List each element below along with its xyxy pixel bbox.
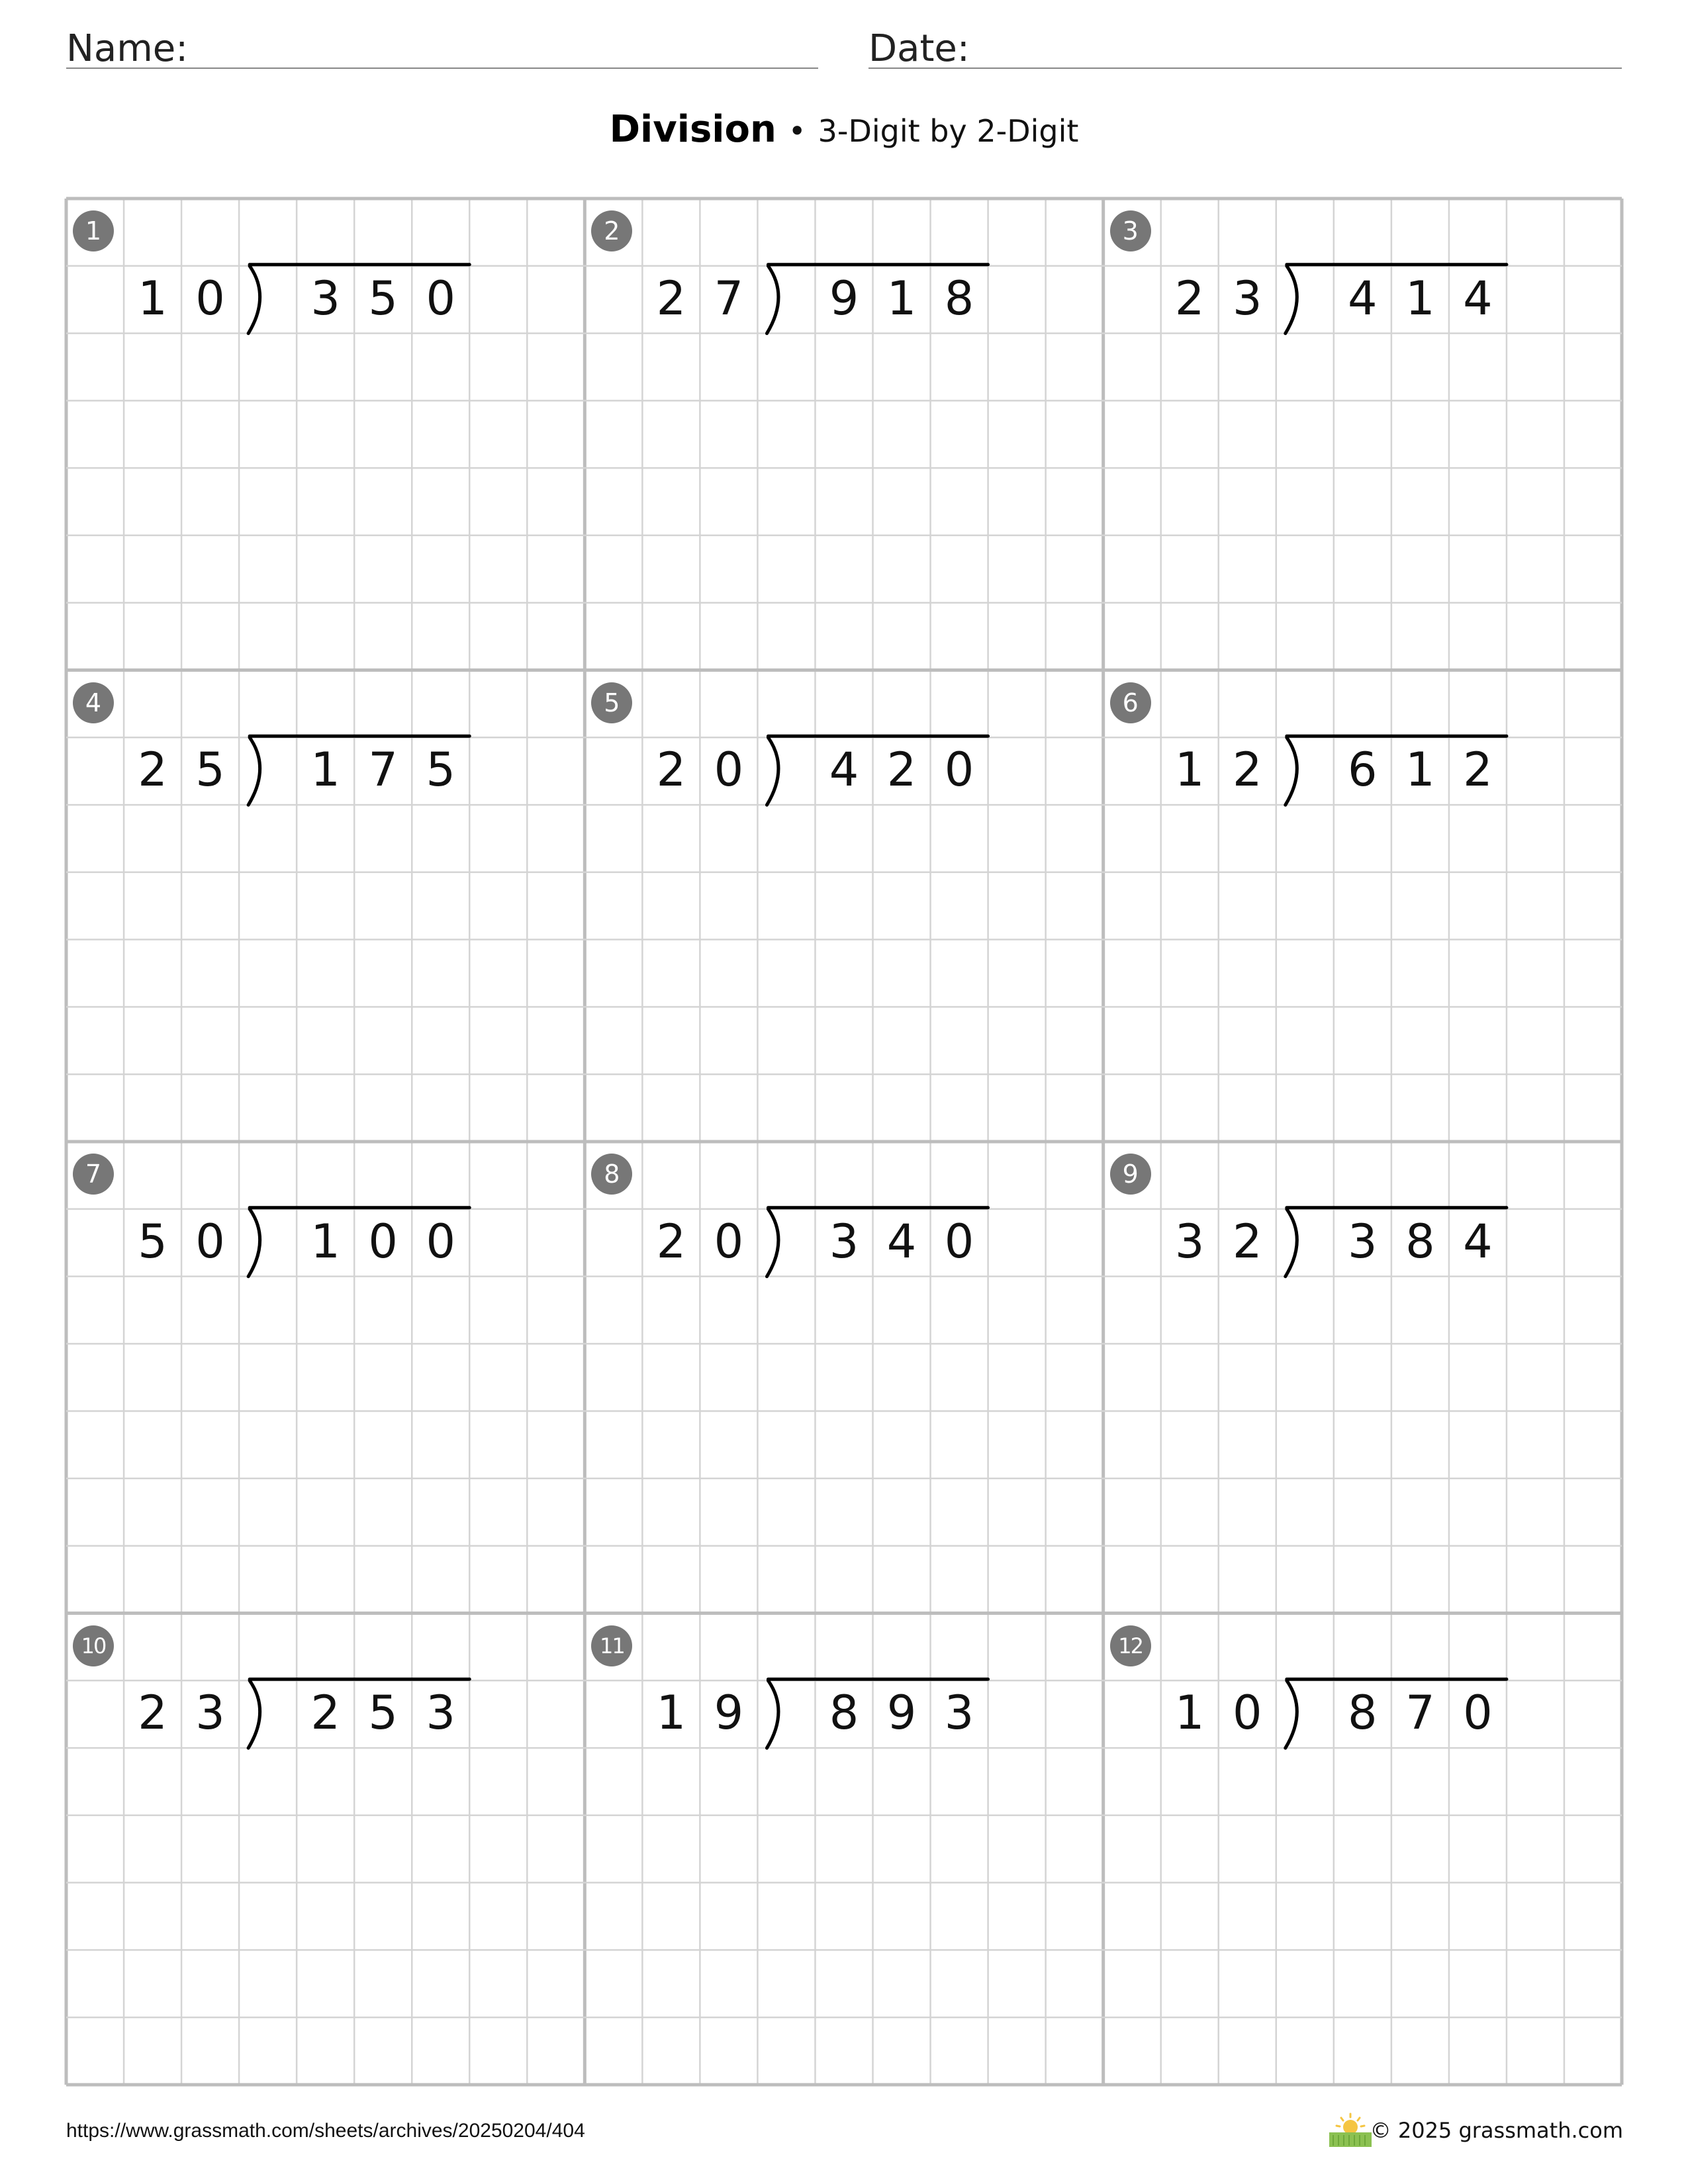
dividend-digit: 7 — [368, 743, 398, 797]
divisor-digit: 0 — [714, 743, 744, 797]
divisor-digit: 2 — [138, 743, 167, 797]
title-main: Division — [609, 108, 776, 151]
division-bracket-stroke — [1286, 1679, 1507, 1748]
problem-number-badge: 12 — [1110, 1625, 1151, 1666]
footer-url: https://www.grassmath.com/sheets/archives/20250204/404 — [66, 2120, 585, 2142]
divisor-digit: 1 — [1174, 1686, 1205, 1741]
dividend-digit: 0 — [426, 1214, 455, 1269]
divisor-digit: 1 — [138, 271, 167, 326]
dividend-digit: 2 — [886, 743, 917, 797]
problem-number-badge: 10 — [73, 1625, 114, 1666]
divisor-digit: 2 — [656, 743, 686, 797]
problem-number-badge: 5 — [591, 682, 632, 723]
dividend-digit: 3 — [944, 1686, 974, 1741]
divisor-digit: 2 — [1232, 743, 1262, 797]
problem-number-badge: 8 — [591, 1154, 632, 1195]
divisor-digit: 2 — [1232, 1214, 1262, 1269]
problem-number-badge: 9 — [1110, 1154, 1151, 1195]
dividend-digit: 4 — [829, 743, 859, 797]
sun-over-grass-icon — [1325, 2105, 1376, 2151]
dividend-digit: 2 — [1463, 743, 1493, 797]
dividend-digit: 0 — [426, 271, 455, 326]
date-label: Date: — [868, 27, 970, 70]
divisor-digit: 3 — [1232, 271, 1262, 326]
dividend-digit: 9 — [886, 1686, 917, 1741]
dividend-digit: 1 — [1405, 743, 1435, 797]
dividend-digit: 1 — [1405, 271, 1435, 326]
divisor-digit: 9 — [714, 1686, 744, 1741]
problem-number-badge: 2 — [591, 210, 632, 251]
divisor-digit: 1 — [1174, 743, 1205, 797]
footer-copyright: © 2025 grassmath.com — [1370, 2118, 1623, 2143]
dividend-digit: 3 — [829, 1214, 859, 1269]
divisor-digit: 5 — [138, 1214, 167, 1269]
dividend-digit: 1 — [310, 743, 340, 797]
dividend-digit: 1 — [886, 271, 917, 326]
dividend-digit: 3 — [1348, 1214, 1378, 1269]
divisor-digit: 0 — [1232, 1686, 1262, 1741]
dividend-digit: 9 — [829, 271, 859, 326]
divisor-digit: 2 — [138, 1686, 167, 1741]
divisor-digit: 0 — [195, 271, 225, 326]
name-label: Name: — [66, 27, 189, 70]
dividend-digit: 8 — [829, 1686, 859, 1741]
divisor-digit: 0 — [195, 1214, 225, 1269]
divisor-digit: 3 — [1174, 1214, 1205, 1269]
dividend-digit: 0 — [944, 1214, 974, 1269]
dividend-digit: 5 — [368, 1686, 398, 1741]
divisor-digit: 2 — [656, 271, 686, 326]
dividend-digit: 3 — [426, 1686, 455, 1741]
problem-number-badge: 6 — [1110, 682, 1151, 723]
dividend-digit: 0 — [368, 1214, 398, 1269]
dividend-digit: 4 — [886, 1214, 917, 1269]
dividend-digit: 8 — [944, 271, 974, 326]
dividend-digit: 3 — [310, 271, 340, 326]
dividend-digit: 4 — [1348, 271, 1378, 326]
divisor-digit: 1 — [656, 1686, 686, 1741]
dividend-digit: 8 — [1348, 1686, 1378, 1741]
divisor-digit: 2 — [656, 1214, 686, 1269]
problem-number-badge: 11 — [591, 1625, 632, 1666]
dividend-digit: 8 — [1405, 1214, 1435, 1269]
problem-number-badge: 3 — [1110, 210, 1151, 251]
problem-number-badge: 7 — [73, 1154, 114, 1195]
divisor-digit: 2 — [1174, 271, 1205, 326]
divisor-digit: 7 — [714, 271, 744, 326]
problem-number-badge: 1 — [73, 210, 114, 251]
problem-number-badge: 4 — [73, 682, 114, 723]
dividend-digit: 5 — [426, 743, 455, 797]
title-subtitle: 3-Digit by 2-Digit — [818, 113, 1079, 149]
dividend-digit: 7 — [1405, 1686, 1435, 1741]
dividend-digit: 4 — [1463, 271, 1493, 326]
dividend-digit: 5 — [368, 271, 398, 326]
dividend-digit: 4 — [1463, 1214, 1493, 1269]
dividend-digit: 2 — [310, 1686, 340, 1741]
dividend-digit: 0 — [944, 743, 974, 797]
title-separator: • — [788, 113, 806, 149]
divisor-digit: 0 — [714, 1214, 744, 1269]
dividend-digit: 1 — [310, 1214, 340, 1269]
dividend-digit: 0 — [1463, 1686, 1493, 1741]
divisor-digit: 3 — [195, 1686, 225, 1741]
divisor-digit: 5 — [195, 743, 225, 797]
dividend-digit: 6 — [1348, 743, 1378, 797]
